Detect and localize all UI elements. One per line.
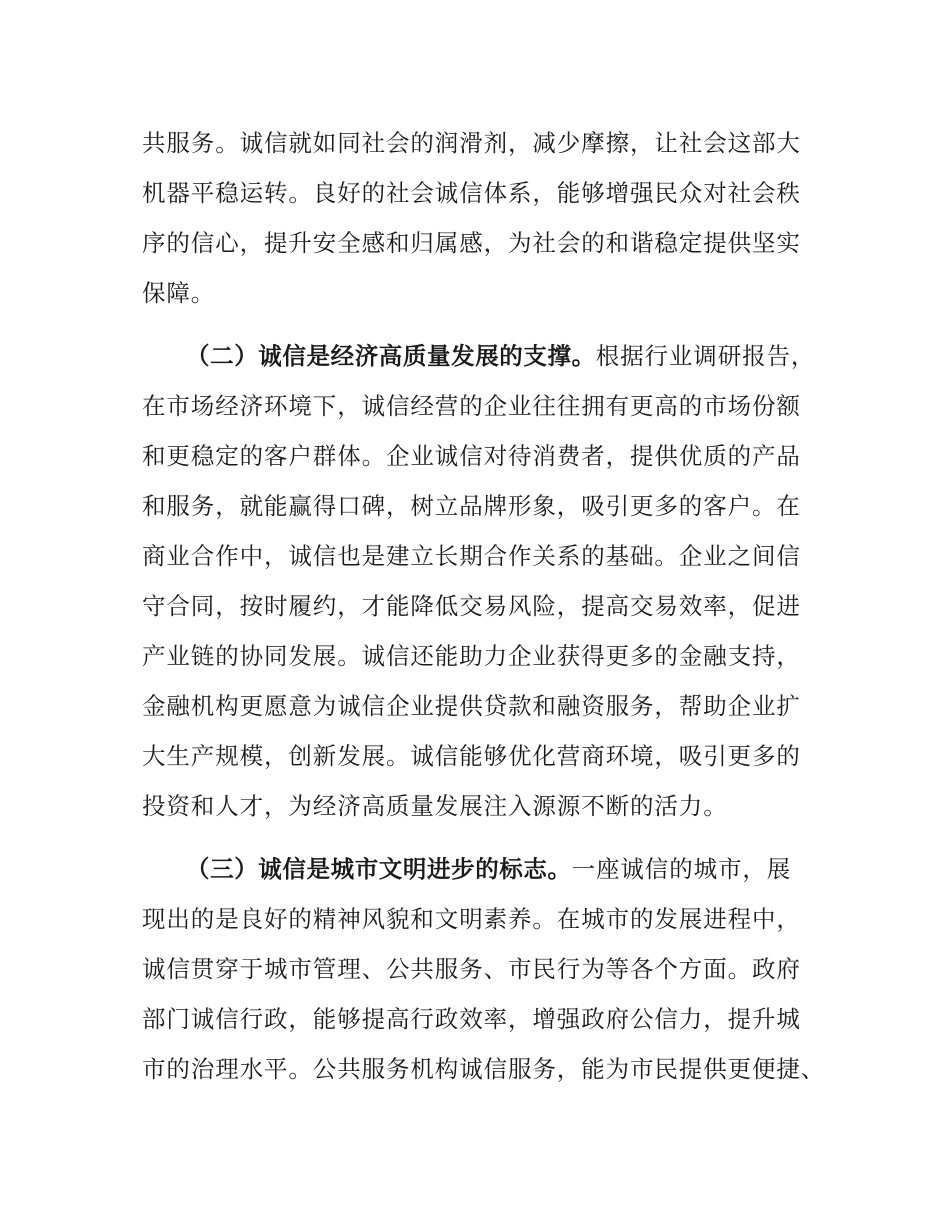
paragraph-1-line-4: 保障。 xyxy=(142,279,216,307)
paragraph-3-first-line-text: 一座诚信的城市，展 xyxy=(571,855,792,883)
paragraph-2-line-6: 守合同，按时履约，才能降低交易风险，提高交易效率，促进 xyxy=(142,592,801,620)
paragraph-2-line-7: 产业链的协同发展。诚信还能助力企业获得更多的金融支持， xyxy=(142,642,801,670)
paragraph-2-line-5: 商业合作中，诚信也是建立长期合作关系的基础。企业之间信 xyxy=(142,542,801,570)
paragraph-2-line-8: 金融机构更愿意为诚信企业提供贷款和融资服务，帮助企业扩 xyxy=(142,692,801,720)
paragraph-1-line-1: 共服务。诚信就如同社会的润滑剂，减少摩擦，让社会这部大 xyxy=(142,129,801,157)
paragraph-2-line-3: 和更稳定的客户群体。企业诚信对待消费者，提供优质的产品 xyxy=(142,442,801,470)
paragraph-3-line-5: 市的治理水平。公共服务机构诚信服务，能为市民提供更便捷、 xyxy=(142,1055,826,1083)
paragraph-2-line-9: 大生产规模，创新发展。诚信能够优化营商环境，吸引更多的 xyxy=(142,742,801,770)
paragraph-1-line-3: 序的信心，提升安全感和归属感，为社会的和谐稳定提供坚实 xyxy=(142,229,801,257)
paragraph-2-first-line-text: 根据行业调研报告， xyxy=(595,342,816,370)
paragraph-2-line-10: 投资和人才，为经济高质量发展注入源源不断的活力。 xyxy=(142,792,728,820)
paragraph-1-line-2: 机器平稳运转。良好的社会诚信体系，能够增强民众对社会秩 xyxy=(142,179,801,207)
paragraph-2-heading: （二）诚信是经济高质量发展的支撑。 xyxy=(186,342,596,370)
paragraph-3-line-2: 现出的是良好的精神风貌和文明素养。在城市的发展进程中， xyxy=(142,905,801,933)
paragraph-3-line-4: 部门诚信行政，能够提高行政效率，增强政府公信力，提升城 xyxy=(142,1005,801,1033)
paragraph-2-line-2: 在市场经济环境下，诚信经营的企业往往拥有更高的市场份额 xyxy=(142,392,801,420)
paragraph-2-first-line xyxy=(186,336,815,376)
paragraph-3-first-line xyxy=(186,849,791,889)
paragraph-3-heading: （三）诚信是城市文明进步的标志。 xyxy=(186,855,572,883)
paragraph-3-line-3: 诚信贯穿于城市管理、公共服务、市民行为等各个方面。政府 xyxy=(142,955,801,983)
paragraph-2-line-4: 和服务，就能赢得口碑，树立品牌形象，吸引更多的客户。在 xyxy=(142,492,801,520)
